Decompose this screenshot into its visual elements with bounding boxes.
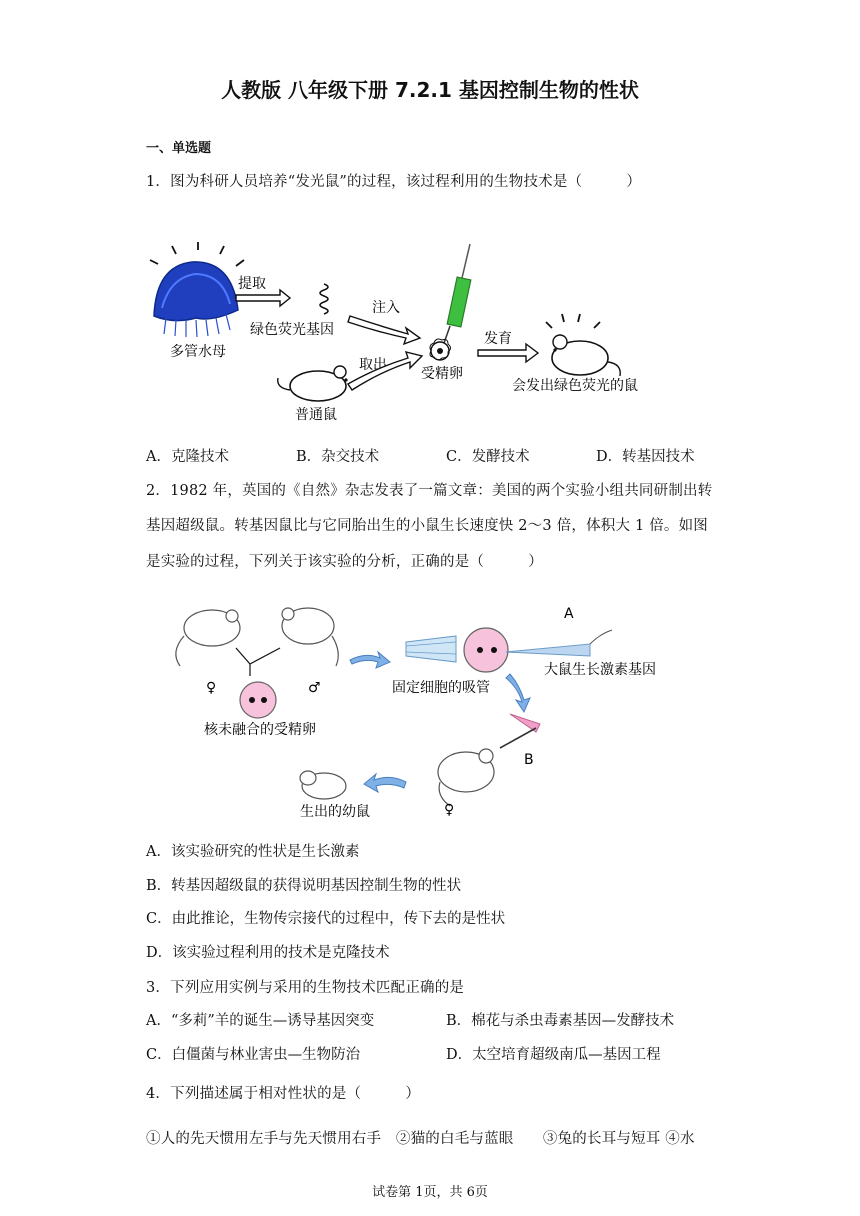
label-a: A	[564, 606, 574, 622]
q1-option-b[interactable]: B．杂交技术	[296, 449, 380, 465]
question-2-stem-line-3: 是实验的过程，下列关于该实验的分析，正确的是（ ）	[146, 554, 543, 570]
q2-option-d[interactable]: D．该实验过程利用的技术是克隆技术	[146, 945, 390, 961]
mouse-label: 普通鼠	[295, 407, 337, 423]
gene-label: 绿色荧光基因	[250, 322, 334, 338]
q2-option-b[interactable]: B．转基因超级鼠的获得说明基因控制生物的性状	[146, 878, 462, 894]
inject-label: 注入	[372, 300, 400, 316]
needle-b-image	[500, 714, 540, 748]
take-out-label: 取出	[359, 357, 387, 373]
q1-option-d[interactable]: D．转基因技术	[596, 449, 695, 465]
develop-label: 发育	[484, 331, 512, 347]
question-1-stem: 1．图为科研人员培养“发光鼠”的过程，该过程利用的生物技术是（ ）	[146, 174, 642, 190]
extract-arrow	[236, 290, 290, 306]
extract-label: 提取	[238, 276, 266, 292]
question-2-stem-line-2: 基因超级鼠。转基因鼠比与它同胎出生的小鼠生长速度快 2～3 倍，体积大 1 倍。如图	[146, 518, 709, 534]
q3-option-b[interactable]: B．棉花与杀虫毒素基因—发酵技术	[446, 1013, 675, 1029]
parent-mice-image	[176, 608, 338, 666]
inject-arrow	[348, 316, 420, 344]
q3-option-d[interactable]: D．太空培育超级南瓜—基因工程	[446, 1047, 661, 1063]
gene-coil-icon	[320, 284, 328, 314]
female-mouse-image	[438, 749, 494, 806]
blue-arrow-icon-2	[506, 674, 530, 712]
gene-label: 大鼠生长激素基因	[544, 662, 656, 678]
female-symbol-2: ♀	[444, 802, 455, 818]
q1-option-a[interactable]: A．克隆技术	[146, 449, 229, 465]
q2-option-a[interactable]: A．该实验研究的性状是生长激素	[146, 844, 360, 860]
male-symbol: ♂	[308, 680, 321, 696]
needle-a-image	[506, 630, 612, 656]
page-title: 人教版 八年级下册 7.2.1 基因控制生物的性状	[221, 78, 639, 102]
jellyfish-image	[150, 242, 244, 337]
mouse-image	[278, 366, 348, 401]
question-4-stem: 4．下列描述属于相对性状的是（ ）	[146, 1086, 421, 1102]
jellyfish-label: 多管水母	[170, 344, 226, 360]
question-4-items: ①人的先天惯用左手与先天惯用右手 ②猫的白毛与蓝眼 ③兔的长耳与短耳 ④水	[146, 1131, 695, 1147]
section-heading: 一、单选题	[146, 141, 212, 156]
q3-option-a[interactable]: A．“多莉”羊的诞生—诱导基因突变	[146, 1013, 375, 1029]
label-b: B	[524, 752, 534, 768]
egg-cell-icon	[240, 682, 276, 718]
question-3-stem: 3．下列应用实例与采用的生物技术匹配正确的是	[146, 980, 465, 996]
pipette-image	[406, 636, 456, 662]
mating-lines	[236, 648, 280, 676]
q1-option-c[interactable]: C．发酵技术	[446, 449, 530, 465]
pipette-label: 固定细胞的吸管	[392, 680, 490, 696]
q3-option-c[interactable]: C．白僵菌与林业害虫—生物防治	[146, 1047, 361, 1063]
page-footer: 试卷第 1页，共 6页	[372, 1185, 488, 1200]
syringe-icon	[443, 244, 471, 346]
female-symbol: ♀	[206, 680, 217, 696]
baby-label: 生出的幼鼠	[300, 804, 370, 820]
blue-arrow-icon-3	[364, 774, 406, 792]
egg-label: 核未融合的受精卵	[204, 722, 316, 738]
q2-option-c[interactable]: C．由此推论，生物传宗接代的过程中，传下去的是性状	[146, 911, 506, 927]
blue-arrow-icon	[350, 652, 390, 668]
glow-mouse-label: 会发出绿色荧光的鼠	[512, 378, 638, 394]
injected-egg-icon	[464, 628, 508, 672]
glowing-mouse-image	[546, 314, 620, 376]
question-2-figure	[160, 596, 700, 828]
baby-mice-image	[300, 771, 346, 799]
question-1-figure	[140, 238, 700, 428]
egg-label: 受精卵	[421, 366, 463, 382]
fertilized-egg-icon	[430, 339, 451, 360]
question-2-stem-line-1: 2．1982 年，英国的《自然》杂志发表了一篇文章：美国的两个实验小组共同研制出转	[146, 483, 713, 499]
